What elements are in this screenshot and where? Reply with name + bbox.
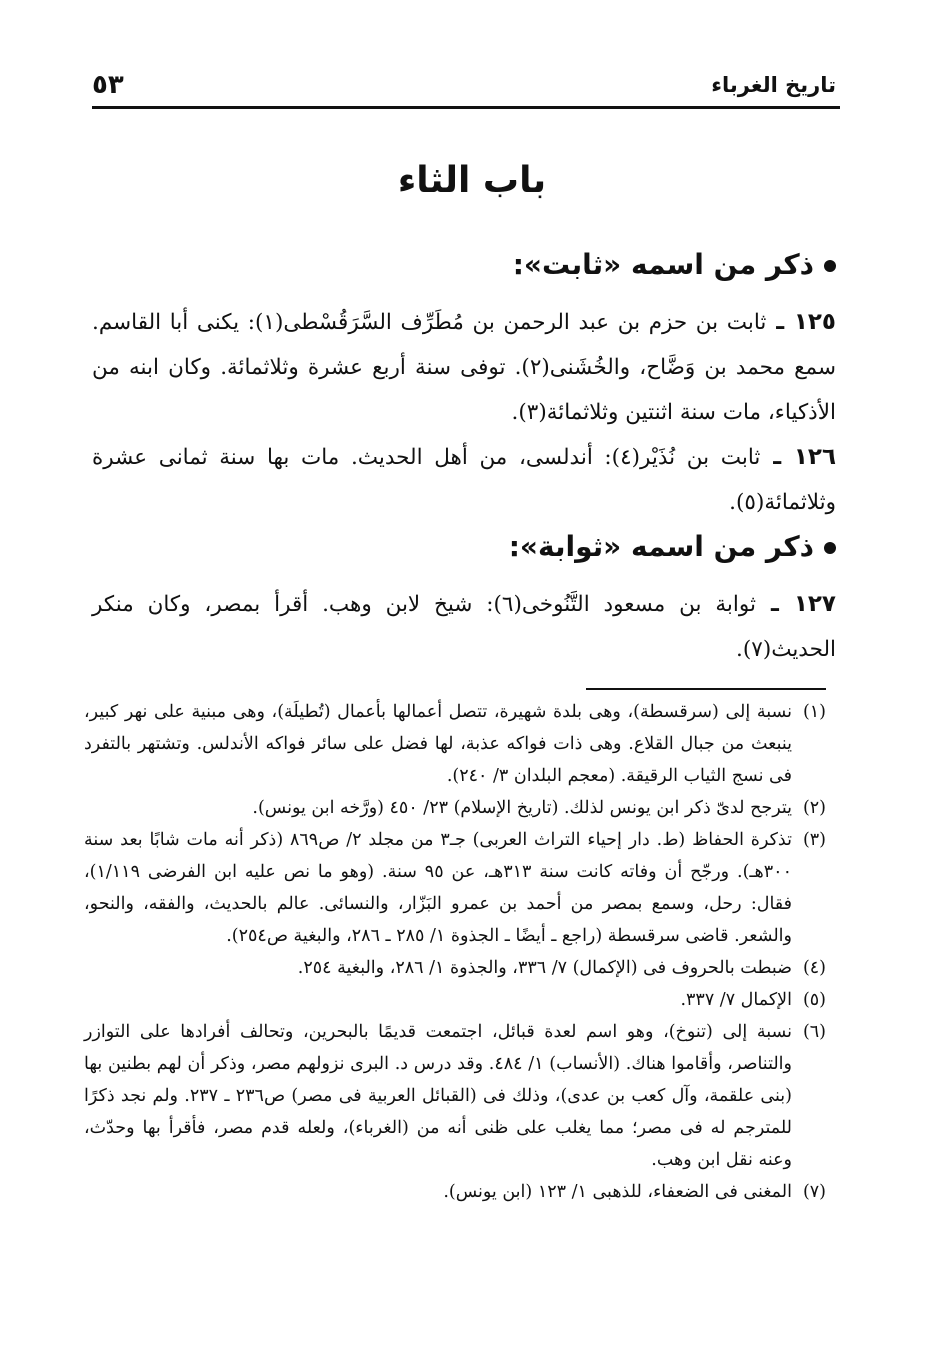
section-heading-thawaba [92,530,836,563]
footnote-rule [586,688,826,690]
entry-text: ثابت بن نُذَيْر(٤): أندلسى، من أهل الحديث. مات بها سنة ثمانى عشرة وثلاثمائة(٥). [92,445,836,515]
footnote-6: (٦)نسبة إلى (تنوخ)، وهو اسم لعدة قبائل، اجتمعت قديمًا بالبحرين، وتحالف أفرادها على التوازر والتناصر، وأقاموا هناك. (الأنساب) ١/ ٤٨٤. وقد درس د. البرى نزولهم مصر، وذكر أن لهم بطنين بها (بنى علقمة، وآل كعب بن عدى)، وذلك فى (القبائل العربية فى مصر) ص٢٣٦ ـ ٢٣٧. ولم نجد ذكرًا للمترجم له فى مصر؛ مما يغلب على ظنى أنه من (الغرباء)، ولعله قدم مصر، فأقرأ بها وحدّث، وعنه نقل ابن وهب. [84,1022,826,1170]
entry-126: ١٢٦ ـ ثابت بن نُذَيْر(٤): أندلسى، من أهل الحديث. مات بها سنة ثمانى عشرة وثلاثمائة(٥). [92,444,836,515]
bullet-icon [824,260,836,272]
entry-number: ١٢٧ [793,591,836,617]
bullet-icon [824,542,836,554]
footnote-5: (٥)الإكمال ٧/ ٣٣٧. [680,990,826,1010]
entry-127: ١٢٧ ـ ثوابة بن مسعود التَّنُوخى(٦): شيخ لابن وهب. أقرأ بمصر، وكان منكر الحديث(٧). [92,591,836,662]
entry-125: ١٢٥ ـ ثابت بن حزم بن عبد الرحمن بن مُطَرِّف السَّرَقُسْطى(١): يكنى أبا القاسم. سمع محمد بن وَضَّاح، والخُشَنى(٢). توفى سنة أربع عشرة وثلاثمائة. وكان ابنه من الأذكياء، مات سنة اثنتين وثلاثمائة(٣). [92,309,837,425]
entry-number: ١٢٦ [793,444,836,470]
footnotes [84,696,826,1208]
chapter-title: باب الثاء [397,160,547,201]
section-heading-text: ذكر من اسمه «ثابت»: [512,248,814,281]
footnote-4: (٤)ضبطت بالحروف فى (الإكمال) ٧/ ٣٣٦، والجذوة ١/ ٢٨٦، والبغية ٢٥٤. [297,958,826,978]
footnote-7: (٧)المغنى فى الضعفاء، للذهبى ١/ ١٢٣ (ابن يونس). [443,1182,826,1202]
running-header [92,68,836,102]
entry-text: ثابت بن حزم بن عبد الرحمن بن مُطَرِّف السَّرَقُسْطى(١): يكنى أبا القاسم. سمع محمد بن وَضَّاح، والخُشَنى(٢). توفى سنة أربع عشرة وثلاثمائة. وكان ابنه من الأذكياء، مات سنة اثنتين وثلاثمائة(٣). [92,310,837,425]
header-rule [92,106,840,109]
entry-text: ثوابة بن مسعود التَّنُوخى(٦): شيخ لابن وهب. أقرأ بمصر، وكان منكر الحديث(٧). [92,592,836,662]
footnote-1: (١)نسبة إلى (سرقسطة)، وهى بلدة شهيرة، تتصل أعمالها بأعمال (تُطيلَة)، وهى مبنية على نهر كبير، ينبعث من جبال القلاع. وهى ذات فواكه عذبة، لها فضل على سائر فواكه الأندلس. وتشتهر بالتفرد فى نسج الثياب الرقيقة. (معجم البلدان ٣/ ٢٤٠). [84,702,826,786]
page-number: ٥٣ [92,70,124,100]
section-heading-thabit [92,248,836,281]
entry-number: ١٢٥ [793,309,836,335]
footnote-3: (٣)تذكرة الحفاظ (ط. دار إحياء التراث العربى) جـ٣ من مجلد ٢/ ص٨٦٩ (ذكر أنه مات شابًا بعد سنة ٣٠٠هـ). ورجّح أن وفاته كانت سنة ٣١٣هـ، عن ٩٥ سنة. (وهو ما نص عليه ابن الفرضى ١/١١٩)، فقال: رحل، وسمع بمصر من أحمد بن عمرو البَزّار، والنسائى. عالم بالحديث، والفقه، والنحو، والشعر. قاضى سرقسطة (راجع ـ أيضًا ـ الجذوة ١/ ٢٨٥ ـ ٢٨٦، والبغية ص٢٥٤). [84,830,826,946]
section-heading-text: ذكر من اسمه «ثوابة»: [508,530,814,563]
footnote-2: (٢)يترجح لدىّ ذكر ابن يونس لذلك. (تاريخ الإسلام) ٢٣/ ٤٥٠ (ورَّخه ابن يونس). [252,798,826,818]
running-title: تاريخ الغرباء [711,73,836,97]
